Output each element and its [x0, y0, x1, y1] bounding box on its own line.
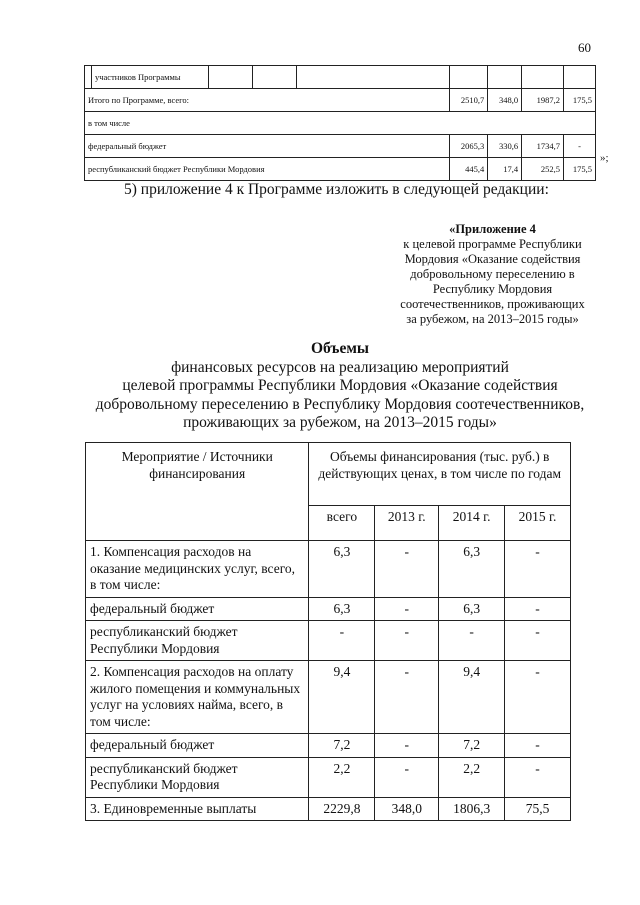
header-cell-2014: 2014 г. — [439, 506, 505, 541]
heading-line: финансовых ресурсов на реализацию мероприятий — [171, 358, 509, 376]
row-value: - — [375, 661, 439, 734]
appendix-block — [390, 222, 595, 327]
row-value: 348,0 — [375, 797, 439, 821]
appendix-line: к целевой программе Республики — [403, 237, 582, 251]
header-cell-2013: 2013 г. — [375, 506, 439, 541]
row-value: 2,2 — [439, 757, 505, 797]
table-cell: 445,4 — [450, 158, 488, 181]
table-row — [86, 541, 571, 598]
row-value: 7,2 — [309, 734, 375, 758]
table-cell: федеральный бюджет — [85, 135, 450, 158]
section-heading — [60, 340, 620, 433]
appendix-title: «Приложение 4 — [449, 222, 536, 236]
row-value: - — [309, 621, 375, 661]
heading-title: Объемы — [311, 340, 369, 357]
summary-table — [84, 65, 596, 181]
closing-quote-mark: »; — [600, 152, 609, 164]
table-cell: Итого по Программе, всего: — [85, 89, 450, 112]
row-value: - — [505, 621, 571, 661]
row-value: 9,4 — [439, 661, 505, 734]
table-row — [85, 135, 596, 158]
header-cell-funding: Объемы финансирования (тыс. руб.) в действующих ценах, в том числе по годам — [309, 443, 571, 506]
table-row — [86, 734, 571, 758]
heading-line: добровольному переселению в Республику Мордовия соотечественников, — [95, 395, 585, 413]
row-label: республиканский бюджет Республики Мордовия — [86, 621, 309, 661]
table-cell: республиканский бюджет Республики Мордовия — [85, 158, 450, 181]
amendment-paragraph: 5) приложение 4 к Программе изложить в следующей редакции: — [124, 181, 549, 198]
row-value: - — [375, 597, 439, 621]
row-label: 1. Компенсация расходов на оказание медицинских услуг, всего, в том числе: — [86, 541, 309, 598]
appendix-line: соотечественников, проживающих — [400, 297, 585, 311]
table-cell: 175,5 — [564, 89, 596, 112]
heading-line: целевой программы Республики Мордовия «Оказание содействия — [122, 377, 558, 394]
row-label: федеральный бюджет — [86, 734, 309, 758]
row-value: 7,2 — [439, 734, 505, 758]
table-cell: 175,5 — [564, 158, 596, 181]
row-label: федеральный бюджет — [86, 597, 309, 621]
table-cell: 252,5 — [522, 158, 564, 181]
row-value: 6,3 — [309, 597, 375, 621]
row-label: 3. Единовременные выплаты — [86, 797, 309, 821]
table-row — [86, 661, 571, 734]
table-row — [85, 89, 596, 112]
heading-line: проживающих за рубежом, на 2013–2015 годы» — [183, 414, 497, 431]
table-cell: 348,0 — [488, 89, 522, 112]
table-row — [86, 621, 571, 661]
header-cell-activity: Мероприятие / Источники финансирования — [86, 443, 309, 541]
row-value: 75,5 — [505, 797, 571, 821]
table-row — [85, 158, 596, 181]
row-value: 6,3 — [439, 541, 505, 598]
row-label: 2. Компенсация расходов на оплату жилого помещения и коммунальных услуг на условиях найма, всего, в том числе: — [86, 661, 309, 734]
table-cell: 330,6 — [488, 135, 522, 158]
table-row — [85, 66, 596, 89]
row-value: - — [375, 621, 439, 661]
table-row — [86, 597, 571, 621]
table-cell: участников Программы — [92, 66, 209, 89]
table-cell: - — [564, 135, 596, 158]
table-row — [86, 797, 571, 821]
row-value: - — [375, 757, 439, 797]
table-cell: в том числе — [85, 112, 596, 135]
table-cell: 1987,2 — [522, 89, 564, 112]
row-value: 9,4 — [309, 661, 375, 734]
header-cell-2015: 2015 г. — [505, 506, 571, 541]
row-value: 6,3 — [309, 541, 375, 598]
row-value: 1806,3 — [439, 797, 505, 821]
table-cell: 2065,3 — [450, 135, 488, 158]
funding-table — [85, 442, 571, 821]
row-value: - — [505, 734, 571, 758]
appendix-line: Республику Мордовия — [432, 282, 553, 296]
row-value: - — [505, 661, 571, 734]
row-value: - — [375, 541, 439, 598]
table-cell: 2510,7 — [450, 89, 488, 112]
appendix-line: добровольному переселению в — [410, 267, 575, 281]
row-value: - — [505, 597, 571, 621]
table-cell: 17,4 — [488, 158, 522, 181]
header-cell-total: всего — [309, 506, 375, 541]
row-label: республиканский бюджет Республики Мордовия — [86, 757, 309, 797]
appendix-line: за рубежом, на 2013–2015 годы» — [406, 312, 579, 326]
table-cell: 1734,7 — [522, 135, 564, 158]
row-value: - — [505, 541, 571, 598]
appendix-line: Мордовия «Оказание содействия — [404, 252, 581, 266]
page-number: 60 — [578, 40, 591, 55]
row-value: 2229,8 — [309, 797, 375, 821]
row-value: - — [505, 757, 571, 797]
table-header-row — [86, 443, 571, 506]
row-value: 6,3 — [439, 597, 505, 621]
table-row — [85, 112, 596, 135]
table-row — [86, 757, 571, 797]
row-value: 2,2 — [309, 757, 375, 797]
row-value: - — [439, 621, 505, 661]
row-value: - — [375, 734, 439, 758]
